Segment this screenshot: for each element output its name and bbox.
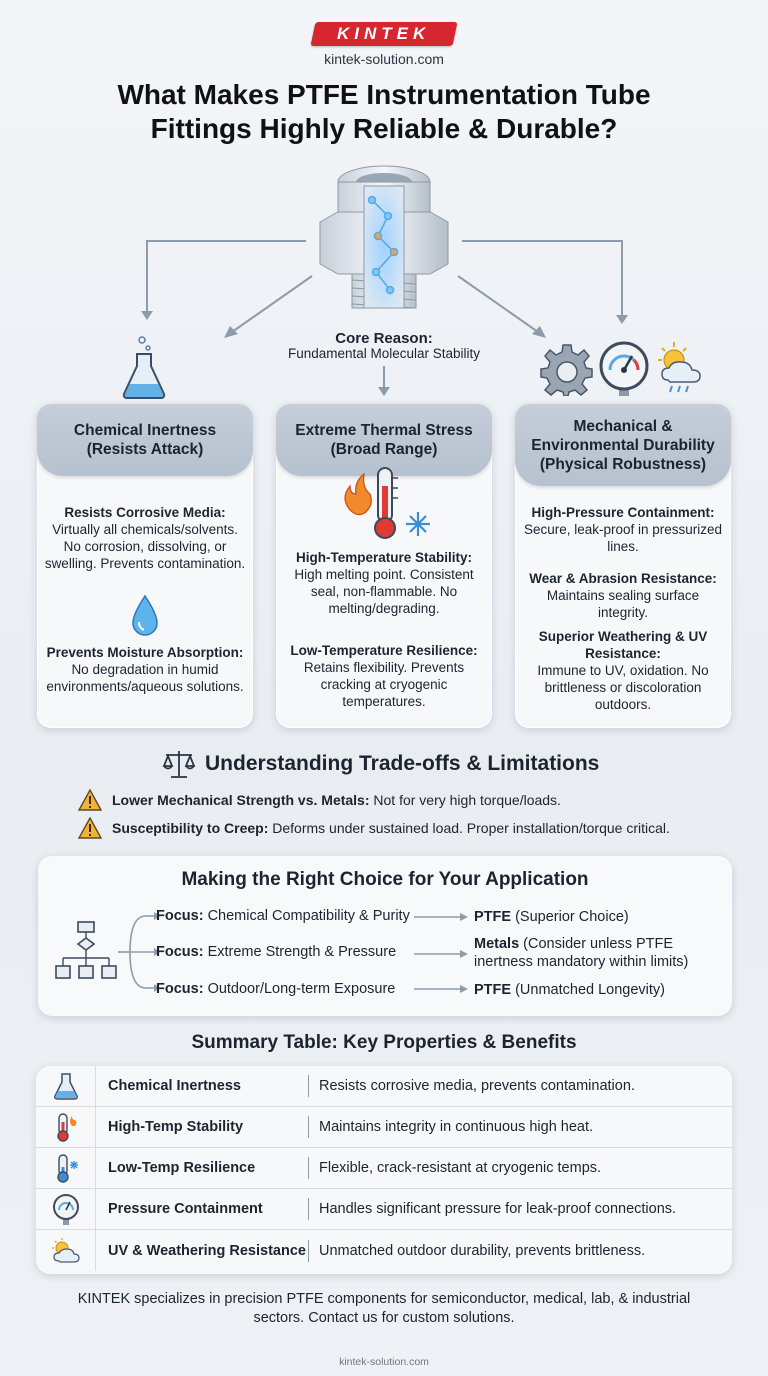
page-title: What Makes PTFE Instrumentation Tube Fittings Highly Reliable & Durable? [117, 79, 651, 144]
warning-icon [78, 817, 102, 839]
focus-strength: Focus: Extreme Strength & Pressure [156, 944, 397, 960]
warning-icon [78, 789, 102, 811]
card-item: Superior Weathering & UV Resistance: Immune to UV, oxidation. No brittleness or discoloration outdoors. [537, 629, 709, 712]
arrow-center [378, 387, 390, 396]
brand-logo-text: KINTEK [337, 24, 431, 43]
table-row: UV & Weathering Resistance Unmatched outdoor durability, prevents brittleness. [36, 1230, 732, 1271]
weather-icon [652, 340, 708, 396]
connector-right-top [462, 240, 622, 242]
site-url-bottom[interactable]: kintek-solution.com [339, 1356, 429, 1368]
card-thermal-stress [276, 404, 492, 728]
tradeoff-item: Susceptibility to Creep: Deforms under sustained load. Proper installation/torque critical. [78, 817, 670, 839]
connector-left-top [146, 240, 306, 242]
gear-icon [540, 342, 594, 396]
pressure-gauge-icon [598, 340, 650, 396]
brand-logo [310, 22, 457, 46]
tradeoff-item: Lower Mechanical Strength vs. Metals: Not for very high torque/loads. [78, 789, 561, 811]
table-row: Pressure Containment Handles significant pressure for leak-proof connections. [36, 1189, 732, 1230]
choice-title: Making the Right Choice for Your Application [181, 869, 589, 890]
cold-thermometer-icon [53, 1153, 79, 1183]
site-url-top[interactable]: kintek-solution.com [324, 51, 444, 67]
table-row: Chemical Inertness Resists corrosive media, prevents contamination. [36, 1066, 732, 1107]
connector-left-drop [146, 240, 148, 312]
result-outdoor: PTFE (Unmatched Longevity) [474, 982, 666, 998]
arrow-right [616, 315, 628, 324]
card-item: Resists Corrosive Media: Virtually all chemicals/solvents. No corrosion, dissolving, or swelling. Prevents contamination. [44, 505, 246, 571]
flowchart-icon [54, 920, 118, 982]
connector-right-drop [621, 240, 623, 316]
thermometer-fire-ice-icon [336, 458, 436, 542]
focus-chemical: Focus: Chemical Compatibility & Purity [156, 908, 410, 924]
footer-text: KINTEK specializes in precision PTFE components for semiconductor, medical, lab, & industrial sectors. Contact us for custom solutions. [77, 1291, 691, 1326]
card-item: High-Pressure Containment: Secure, leak-proof in pressurized lines. [523, 505, 723, 554]
table-row: High-Temp Stability Maintains integrity in continuous high heat. [36, 1107, 732, 1148]
tradeoffs-title: Understanding Trade-offs & Limitations [205, 752, 600, 775]
card-item: Wear & Abrasion Resistance: Maintains sealing surface integrity. [529, 571, 717, 620]
card-header: Mechanical & Environmental Durability (Physical Robustness) [515, 404, 731, 486]
branch-connector [116, 906, 160, 998]
card-item: High-Temperature Stability: High melting point. Consistent seal, non-flammable. No melting/degrading. [294, 550, 474, 616]
card-mechanical-durability [515, 404, 731, 728]
weather-icon [49, 1237, 83, 1265]
summary-table [36, 1066, 732, 1274]
result-strength: Metals (Consider unless PTFE inertness mandatory within limits) [474, 936, 689, 970]
summary-title: Summary Table: Key Properties & Benefits [191, 1032, 577, 1053]
focus-outdoor: Focus: Outdoor/Long-term Exposure [156, 981, 396, 997]
card-item: Low-Temperature Resilience: Retains flexibility. Prevents cracking at cryogenic temperatures. [290, 643, 478, 709]
result-chemical: PTFE (Superior Choice) [474, 909, 629, 925]
flask-icon [53, 1072, 79, 1100]
card-chemical-inertness [37, 404, 253, 728]
flask-icon [118, 334, 170, 400]
card-header: Chemical Inertness (Resists Attack) [37, 404, 253, 476]
card-header: Extreme Thermal Stress (Broad Range) [276, 404, 492, 476]
arrow-left [141, 311, 153, 320]
table-row: Low-Temp Resilience Flexible, crack-resistant at cryogenic temps. [36, 1148, 732, 1189]
connector-center [383, 366, 385, 388]
core-reason-subtitle: Fundamental Molecular Stability [287, 346, 481, 361]
water-drop-icon [129, 594, 161, 638]
balance-scale-icon [162, 748, 196, 780]
result-arrows [412, 909, 468, 995]
card-item: Prevents Moisture Absorption: No degradation in humid environments/aqueous solutions. [46, 645, 244, 694]
pressure-gauge-icon [51, 1193, 81, 1225]
hot-thermometer-icon [53, 1112, 79, 1142]
core-reason-title: Core Reason: [335, 330, 433, 347]
